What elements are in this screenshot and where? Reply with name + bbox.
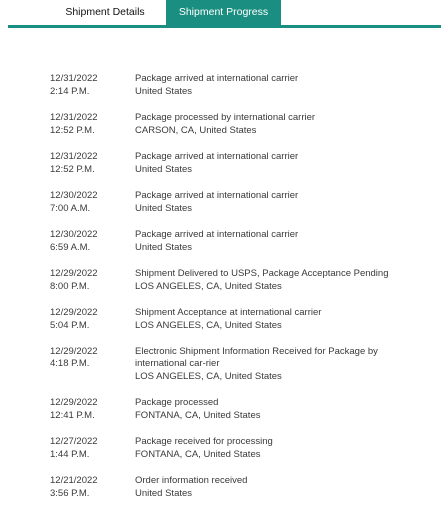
event-time: 12:41 P.M. [50, 410, 95, 422]
event-details [135, 346, 431, 384]
tracking-event [0, 397, 441, 422]
event-date: 12/31/2022 [50, 73, 98, 84]
event-location: LOS ANGELES, CA, United States [135, 319, 282, 331]
event-datetime [0, 346, 135, 371]
event-date: 12/31/2022 [50, 150, 98, 162]
tracking-event [0, 229, 441, 254]
event-details [135, 397, 431, 422]
event-time: 3:56 P.M. [50, 488, 90, 500]
tracking-event [0, 307, 441, 332]
event-status: Order information received [135, 475, 248, 487]
event-time: 4:18 P.M. [50, 358, 90, 370]
event-status: Package processed by international carrier [135, 111, 316, 123]
event-date: 12/29/2022 [50, 397, 98, 409]
event-location: United States [135, 85, 193, 97]
event-location: LOS ANGELES, CA, United States [135, 371, 282, 383]
event-details [135, 475, 431, 500]
event-time: 5:04 P.M. [50, 319, 90, 331]
event-datetime [0, 268, 135, 293]
event-location: United States [135, 241, 193, 253]
event-date: 12/31/2022 [50, 111, 98, 123]
event-date: 12/27/2022 [50, 436, 98, 448]
event-time: 7:00 A.M. [50, 202, 91, 214]
event-date: 12/30/2022 [50, 189, 98, 201]
tracking-event [0, 190, 441, 215]
event-status: Shipment Acceptance at international carrier [135, 306, 322, 318]
event-date: 12/30/2022 [50, 228, 98, 240]
event-date: 12/29/2022 [50, 306, 98, 318]
event-location: United States [135, 163, 193, 175]
event-location: United States [135, 488, 193, 500]
event-status: Package received for processing [135, 436, 273, 448]
event-status: Shipment Delivered to USPS, Package Acceptance Pending [135, 267, 389, 279]
event-details [135, 229, 431, 254]
event-status: Package arrived at international carrier [135, 228, 299, 240]
event-datetime [0, 397, 135, 422]
tracking-events-list [0, 73, 441, 514]
event-datetime [0, 475, 135, 500]
event-details [135, 73, 431, 98]
event-date: 12/29/2022 [50, 345, 98, 357]
event-location: FONTANA, CA, United States [135, 410, 261, 422]
event-status: Package processed [135, 397, 219, 409]
event-time: 8:00 P.M. [50, 280, 90, 292]
tracking-event [0, 73, 441, 98]
event-datetime [0, 151, 135, 176]
event-time: 2:14 P.M. [50, 85, 90, 97]
event-time: 1:44 P.M. [50, 449, 90, 461]
event-location: LOS ANGELES, CA, United States [135, 280, 282, 292]
event-date: 12/29/2022 [50, 267, 98, 279]
event-location: United States [135, 202, 193, 214]
tab-bar [0, 0, 441, 28]
tab-shipment-progress[interactable]: Shipment Progress [166, 0, 281, 25]
event-details [135, 112, 431, 137]
tracking-event [0, 436, 441, 461]
event-status: Package arrived at international carrier [135, 73, 299, 84]
tracking-event [0, 475, 441, 500]
event-time: 6:59 A.M. [50, 241, 91, 253]
tracking-event [0, 151, 441, 176]
event-status: Electronic Shipment Information Received for Package by international car-rier [135, 345, 378, 370]
event-details [135, 151, 431, 176]
event-details [135, 190, 431, 215]
tracking-event [0, 112, 441, 137]
event-datetime [0, 436, 135, 461]
event-datetime [0, 190, 135, 215]
event-time: 12:52 P.M. [50, 163, 95, 175]
event-date: 12/21/2022 [50, 475, 98, 487]
tracking-event [0, 346, 441, 384]
tab-underline [8, 25, 441, 28]
event-datetime [0, 307, 135, 332]
event-details [135, 307, 431, 332]
tab-shipment-details[interactable]: Shipment Details [30, 0, 180, 25]
event-details [135, 268, 431, 293]
event-datetime [0, 73, 135, 98]
event-status: Package arrived at international carrier [135, 189, 299, 201]
tracking-event [0, 268, 441, 293]
event-location: FONTANA, CA, United States [135, 449, 261, 461]
event-time: 12:52 P.M. [50, 124, 95, 136]
event-datetime [0, 229, 135, 254]
event-details [135, 436, 431, 461]
event-status: Package arrived at international carrier [135, 150, 299, 162]
event-datetime [0, 112, 135, 137]
event-location: CARSON, CA, United States [135, 124, 257, 136]
